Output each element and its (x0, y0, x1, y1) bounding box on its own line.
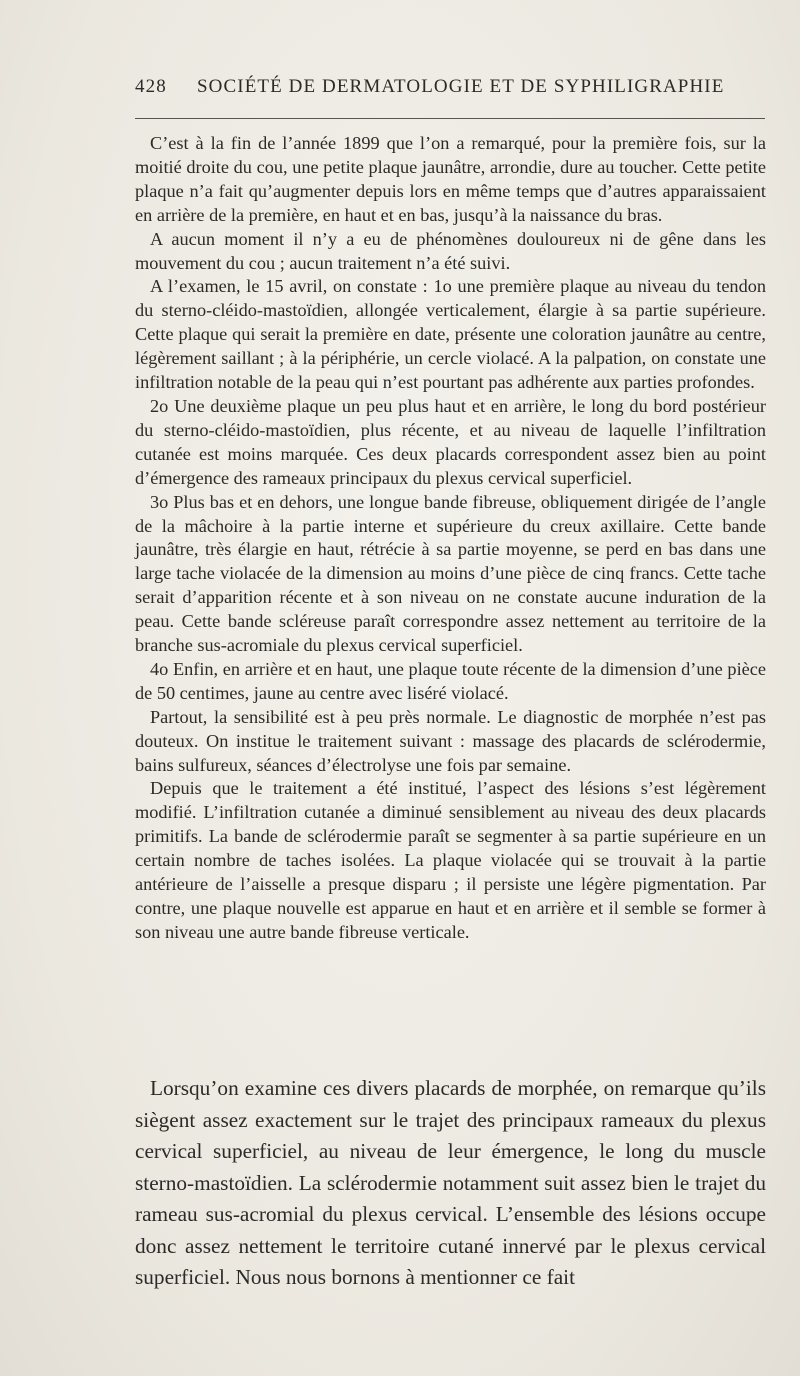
paragraph: 4o Enfin, en arrière et en haut, une plaque toute récente de la dimension d’une pièce de 50 centimes, jaune au centre avec liséré violacé. (135, 658, 766, 703)
paragraph: 2o Une deuxième plaque un peu plus haut et en arrière, le long du bord postérieur du sterno-cléido-mastoïdien, plus récente, et au niveau de laquelle l’infiltration cutanée est moins marquée. Ces deux placards correspondent assez bien au point d’émergence des rameaux principaux du plexus cervical superficiel. (135, 395, 766, 488)
commentary-paragraph: Lorsqu’on examine ces divers placards de morphée, on remarque qu’ils siègent assez exactement sur le trajet des principaux rameaux du plexus cervical superficiel, au niveau de leur émergence, le long du muscle sterno-mastoïdien. La sclérodermie notamment suit assez bien le trajet du rameau sus-acromial du plexus cervical. L’ensemble des lésions occupe donc assez nettement le territoire cutané innervé par le plexus cervical superficiel. Nous nous bornons à mentionner ce fait (135, 1076, 766, 1289)
paragraph: 3o Plus bas et en dehors, une longue bande fibreuse, obliquement dirigée de l’angle de la mâchoire à la partie interne et supérieure du creux axillaire. Cette bande jaunâtre, très élargie en haut, rétrécie à sa partie moyenne, se perd en bas dans une large tache violacée de la dimension au moins d’une pièce de cinq francs. Cette tache serait d’apparition récente et à son niveau on ne constate aucune induration de la peau. Cette bande scléreuse paraît correspondre assez nettement au territoire de la branche sus-acromiale du plexus cervical superficiel. (135, 491, 766, 656)
case-report (135, 132, 766, 945)
paragraph: C’est à la fin de l’année 1899 que l’on a remarqué, pour la première fois, sur la moitié droite du cou, une petite plaque jaunâtre, arrondie, dure au toucher. Cette petite plaque n’a fait qu’augmenter depuis lors en même temps que d’autres apparaissaient en arrière de la première, en haut et en bas, jusqu’à la naissance du bras. (135, 133, 766, 225)
page-number: 428 (135, 76, 167, 97)
paragraph: Partout, la sensibilité est à peu près normale. Le diagnostic de morphée n’est pas douteux. On institue le traitement suivant : massage des placards de sclérodermie, bains sulfureux, séances d’électrolyse une fois par semaine. (135, 706, 766, 775)
header-rule (135, 118, 765, 119)
commentary (135, 1073, 766, 1294)
paragraph: Depuis que le traitement a été institué, l’aspect des lésions s’est légèrement modifié. L’infiltration cutanée a diminué sensiblement au niveau des deux placards primitifs. La bande de sclérodermie paraît se segmenter à sa partie supérieure en un certain nombre de taches isolées. La plaque violacée qui se trouvait à la partie antérieure de l’aisselle a presque disparu ; il persiste une légère pigmentation. Par contre, une plaque nouvelle est apparue en haut et en arrière et il semble se former à son niveau une autre bande fibreuse verticale. (135, 778, 766, 942)
paragraph: A aucun moment il n’y a eu de phénomènes douloureux ni de gêne dans les mouvement du cou ; aucun traitement n’a été suivi. (135, 228, 766, 273)
paragraph: A l’examen, le 15 avril, on constate : 1o une première plaque au niveau du tendon du sterno-cléido-mastoïdien, allongée verticalement, élargie à sa partie supérieure. Cette plaque qui serait la première en date, présente une coloration jaunâtre au centre, légèrement saillant ; à la périphérie, un cercle violacé. A la palpation, on constate une infiltration notable de la peau qui n’est pourtant pas adhérente aux parties profondes. (135, 276, 766, 393)
running-header (135, 76, 765, 98)
running-title: SOCIÉTÉ DE DERMATOLOGIE ET DE SYPHILIGRAPHIE (197, 76, 725, 97)
